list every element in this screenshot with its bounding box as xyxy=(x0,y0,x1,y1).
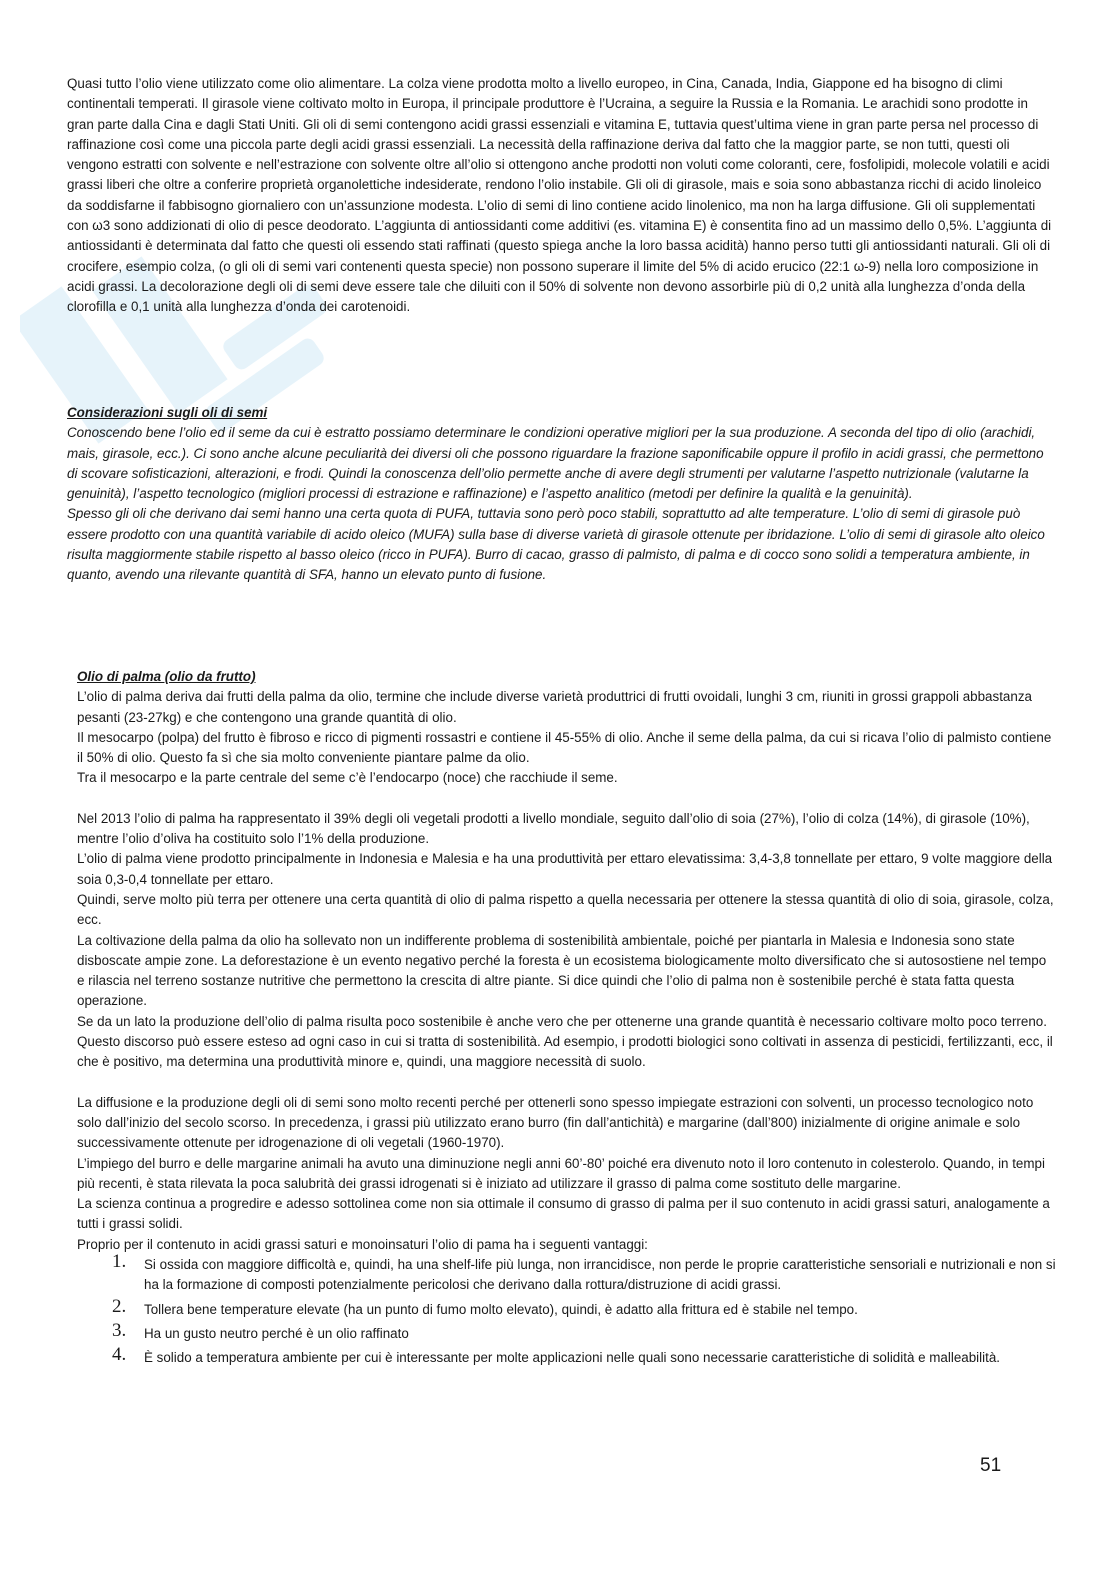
palma-paragraph: L’impiego del burro e delle margarine animali ha avuto una diminuzione negli anni 60’-80’ poiché era divenuto noto il loro contenuto in colesterolo. Quando, in tempi più recenti, è stata rilevata la poca salubrità dei grassi idrogenati si è iniziato ad utilizzare il grasso di palma come sostituto delle margarine. xyxy=(77,1155,1045,1191)
considerazioni-paragraph-2: Spesso gli oli che derivano dai semi hanno una certa quota di PUFA, tuttavia sono però poco stabili, soprattutto ad alte temperature. L’olio di semi di girasole può essere prodotto con una quantità variabile di acido oleico (MUFA) sulla base di diverse varietà di girasole ottenute per ibridazione. L’olio di semi di girasole alto oleico risulta maggiormente stabile rispetto al basso oleico (ricco in PUFA). Burro di cacao, grasso di palmisto, di palma e di cocco sono solidi a temperatura ambiente, in quanto, avendo una rilevante quantità di SFA, hanno un elevato punto di fusione. xyxy=(67,506,1045,583)
list-item-text: Ha un gusto neutro perché è un olio raffinato xyxy=(144,1325,409,1341)
palma-paragraph: L’olio di palma deriva dai frutti della palma da olio, termine che include diverse varietà produttrici di frutti ovoidali, lunghi 3 cm, riuniti in grossi grappoli abbastanza pesanti (23-27kg) e che contengono una grande quantità di olio. xyxy=(77,689,1032,725)
list-item xyxy=(77,1319,1057,1344)
list-item-text: Tollera bene temperature elevate (ha un punto di fumo molto elevato), quindi, è adatto alla frittura ed è stabile nel tempo. xyxy=(144,1301,858,1317)
palma-paragraph: Quindi, serve molto più terra per ottenere una certa quantità di olio di palma rispetto a quella necessaria per ottenere la stessa quantità di olio di soia, girasole, colza, ecc. xyxy=(77,891,1054,928)
list-item-number: 2. xyxy=(112,1295,127,1317)
intro-paragraph: Quasi tutto l’olio viene utilizzato come olio alimentare. La colza viene prodotta molto a livello europeo, in Cina, Canada, India, Giappone ed ha bisogno di climi continentali temperati. Il girasole viene coltivato molto in Europa, il principale produttore è l’Ucraina, a seguire la Russia e la Romania. Le arachidi sono prodotte in gran parte dalla Cina e dagli Stati Uniti. Gli oli di semi contengono acidi grassi essenziali e vitamina E, tuttavia quest’ultima viene in gran parte persa nel processo di raffinazione così come una piccola parte degli acidi grassi essenziali. La necessità della raffinazione deriva dal fatto che la maggior parte, se non tutti, questi oli vengono estratti con solvente e nell’estrazione con solvente oltre all’olio si ottengono anche prodotti non voluti come coloranti, cere, fosfolipidi, molecole volatili e acidi grassi liberi che oltre a conferire proprietà organolettiche indesiderate, rendono l’olio instabile. Gli oli di girasole, mais e soia sono abbastanza ricchi di acido linoleico da soddisfarne il fabbisogno giornaliero con un’assunzione modesta. L’olio di semi di lino contiene acido linolenico, ma non ha larga diffusione. Gli oli supplementati con ω3 sono addizionati di olio di pesce deodorato. L’aggiunta di antiossidanti come additivi (es. vitamina E) è consentita fino ad un massimo dello 0,5%. L’aggiunta di antiossidanti è determinata dal fatto che questi oli essendo stati raffinati (questo spiega anche la loro bassa acidità) hanno perso tutti gli antiossidanti naturali. Gli oli di crocifere, esempio colza, (o gli oli di semi vari contenenti questa specie) non possono superare il limite del 5% di acido erucico (22:1 ω-9) nella loro composizione in acidi grassi. La decolorazione degli oli di semi deve essere tale che diluiti con il 50% di solvente non devono assorbirle più di 0,2 unità alla lunghezza d’onda della clorofilla e 0,1 unità alla lunghezza d’onda dei carotenoidi. xyxy=(67,76,1052,315)
section-title-considerazioni: Considerazioni sugli oli di semi xyxy=(67,405,268,420)
page-number: 51 xyxy=(980,1455,1002,1476)
section-considerazioni xyxy=(67,403,1057,586)
vantaggi-list xyxy=(77,1251,1057,1368)
list-item-number: 1. xyxy=(112,1251,127,1273)
palma-paragraph: Tra il mesocarpo e la parte centrale del seme c’è l’endocarpo (noce) che racchiude il seme. xyxy=(77,770,618,786)
palma-paragraph: Se da un lato la produzione dell’olio di palma risulta poco sostenibile è anche vero che per ottenerne una grande quantità è necessario coltivare molto poco terreno. Questo discorso può essere esteso ad ogni caso in cui si tratta di sostenibilità. Ad esempio, i prodotti biologici sono coltivati in assenza di pesticidi, fertilizzanti, ecc, il che è positivo, ma determina una produttività minore e, quindi, una maggiore necessità di suolo. xyxy=(77,1013,1053,1070)
paragraph-gap xyxy=(77,1073,1057,1093)
section-intro xyxy=(67,74,1057,318)
list-item xyxy=(77,1251,1057,1296)
list-item-number: 3. xyxy=(112,1319,127,1341)
list-item-text: È solido a temperatura ambiente per cui è interessante per molte applicazioni nelle quali sono necessarie caratteristiche di solidità e malleabilità. xyxy=(144,1350,1000,1366)
list-item xyxy=(77,1295,1057,1320)
section-title-olio-di-palma: Olio di palma (olio da frutto) xyxy=(77,669,256,684)
list-item-text: Si ossida con maggiore difficoltà e, quindi, ha una shelf-life più lunga, non irrancidisce, non perde le proprie caratteristiche sensoriali e nutrizionali e non si ha la formazione di composti potenzialmente pericolosi che derivano dalla rottura/distruzione di acidi grassi. xyxy=(144,1257,1056,1293)
list-item-number: 4. xyxy=(112,1344,127,1366)
section-olio-di-palma xyxy=(77,667,1057,1369)
palma-paragraph: La scienza continua a progredire e adesso sottolinea come non sia ottimale il consumo di grasso di palma per il suo contenuto in acidi grassi saturi, analogamente a tutti i grassi solidi. xyxy=(77,1196,1050,1232)
palma-paragraph: Proprio per il contenuto in acidi grassi saturi e monoinsaturi l’olio di pama ha i seguenti vantaggi: xyxy=(77,1236,648,1252)
palma-paragraph: Nel 2013 l’olio di palma ha rappresentato il 39% degli oli vegetali prodotti a livello mondiale, seguito dall’olio di soia (27%), l’olio di colza (14%), di girasole (10%), mentre l’olio d’oliva ha costituito solo l’1% della produzione. xyxy=(77,810,1030,847)
palma-paragraph: La coltivazione della palma da olio ha sollevato non un indifferente problema di sostenibilità ambientale, poiché per piantarla in Malesia e Indonesia sono state disboscate ampie zone. La deforestazione è un evento negativo perché la foresta è un ecosistema biologicamente molto diversificato che si autosostiene nel tempo e rilascia nel terreno sostanze nutritive che permettono la crescita di altre piante. Si dice quindi che l’olio di palma non è sostenibile perché è stata fatta questa operazione. xyxy=(77,932,1047,1009)
list-item xyxy=(77,1344,1057,1368)
palma-paragraph: Il mesocarpo (polpa) del frutto è fibroso e ricco di pigmenti rossastri e contiene il 45-55% di olio. Anche il seme della palma, da cui si ricava l’olio di palmisto contiene il 50% di olio. Questo fa sì che sia molto conveniente piantare palme da olio. xyxy=(77,729,1052,766)
paragraph-gap xyxy=(77,789,1057,809)
palma-paragraph: L’olio di palma viene prodotto principalmente in Indonesia e Malesia e ha una produttività per ettaro elevatissima: 3,4-3,8 tonnellate per ettaro, 9 volte maggiore della soia 0,3-0,4 tonnellate per ettaro. xyxy=(77,851,1053,887)
palma-paragraph: La diffusione e la produzione degli oli di semi sono molto recenti perché per ottenerli sono spesso impiegate estrazioni con solventi, un processo tecnologico noto solo dall’inizio del secolo scorso. In precedenza, i grassi più utilizzato erano burro (fin dall’antichità) e margarine (dall’800) inizialmente di origine animale e solo successivamente ottenute per idrogenazione di oli vegetali (1960-1970). xyxy=(77,1094,1034,1151)
considerazioni-paragraph-1: Conoscendo bene l’olio ed il seme da cui è estratto possiamo determinare le condizioni operative migliori per la sua produzione. A seconda del tipo di olio (arachidi, mais, girasole, ecc.). Ci sono anche alcune peculiarità dei diversi oli che possono riguardare la frazione saponificabile oppure il profilo in acidi grassi, che permettono di scovare sofisticazioni, alterazioni, e frodi. Quindi la conoscenza dell’olio permette anche di avere degli strumenti per valutarne l’aspetto nutrizionale (valutarne la genuinità), l’aspetto tecnologico (migliori processi di estrazione e raffinazione) e l’aspetto analitico (metodi per definire la qualità e la genuinità). xyxy=(67,425,1044,502)
